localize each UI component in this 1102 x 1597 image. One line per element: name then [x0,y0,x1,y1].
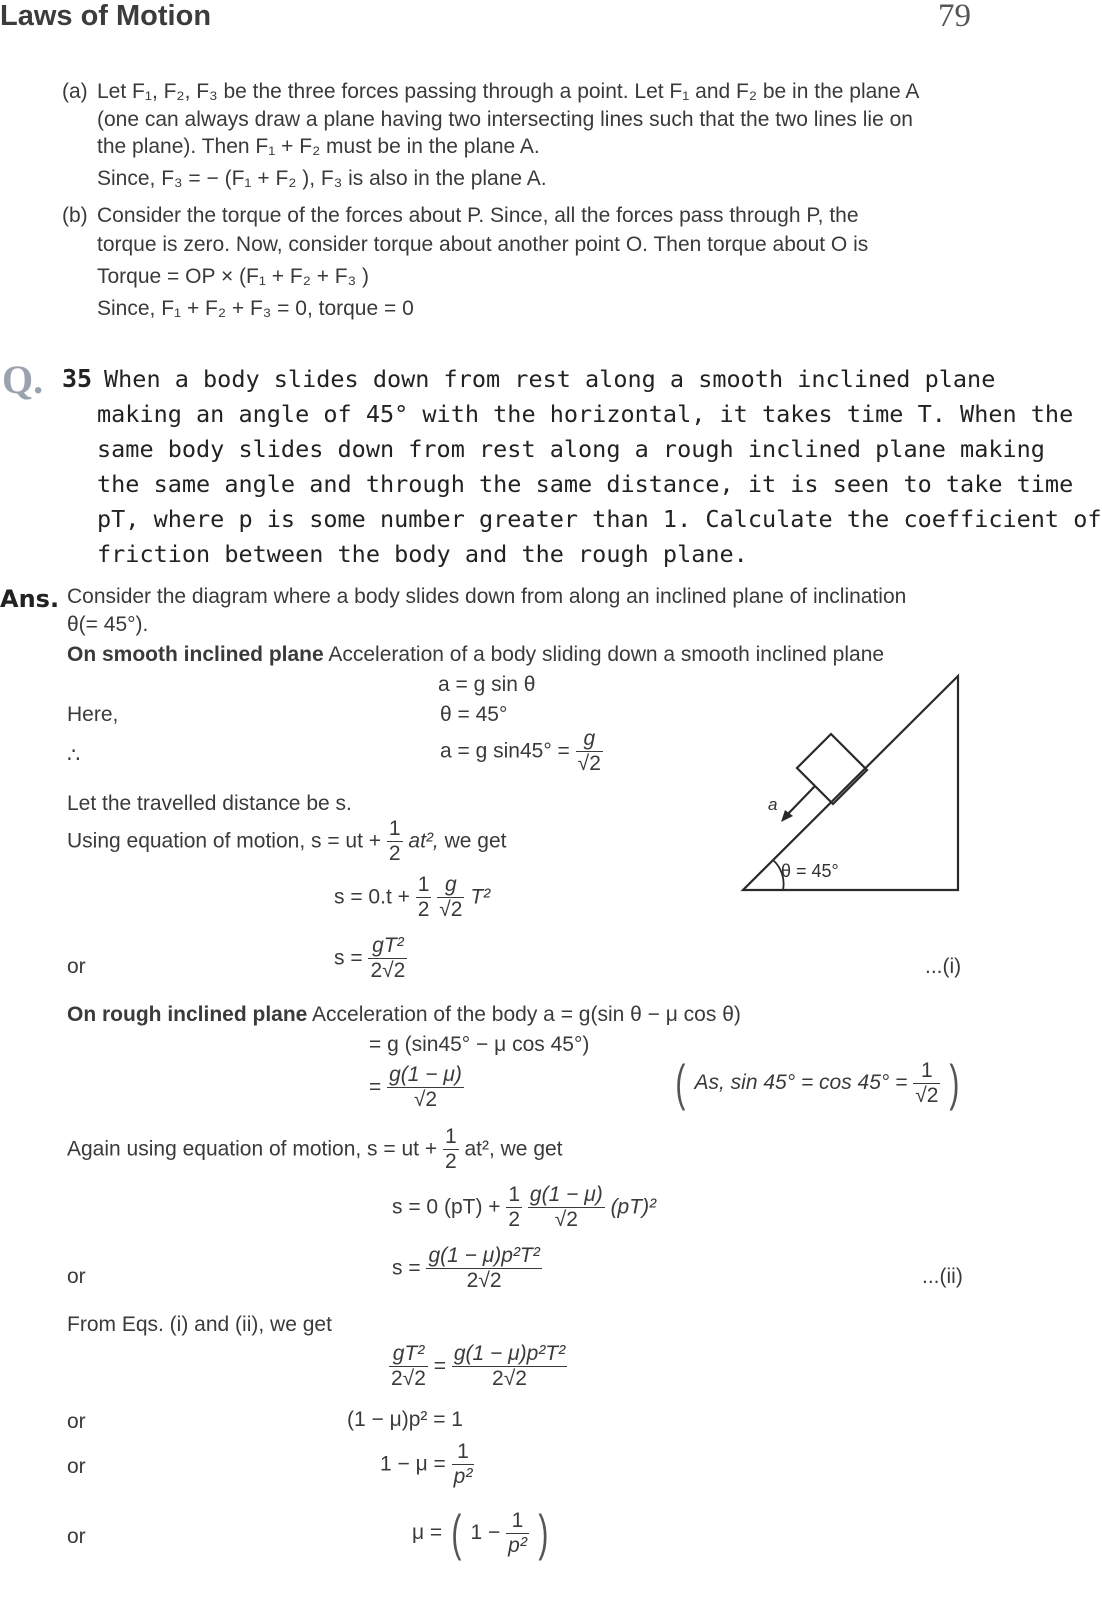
using-eq-left: Using equation of motion, s = ut + [67,829,382,853]
fraction-numerator: g [445,873,457,896]
answer-mark: Ans. [0,585,60,613]
fraction-numerator: g(1 − μ) [389,1063,462,1086]
part-a-line3: the plane). Then F₁ + F₂ must be in the plane A. [97,135,540,158]
answer-intro-2: θ(= 45°). [67,613,149,636]
fraction-numerator: g(1 − μ)p²T² [428,1244,540,1267]
rough-heading: On rough inclined plane [67,1003,308,1026]
part-a-line1: Let F₁, F₂, F₃ be the three forces passing through a point. Let F₁ and F₂ be in the plane A [97,80,920,103]
question-line-2: making an angle of 45° with the horizontal, it takes time T. When the [97,400,1074,428]
part-b-line1: Consider the torque of the forces about P. Since, all the forces pass through P, the [97,204,859,227]
fraction-gT2-over-2root2 [389,1342,428,1391]
s-equals: s = [334,946,363,970]
right-paren: ) [538,1505,549,1561]
fraction-denominator: 2 [444,1150,457,1173]
or-label-3: or [67,1410,86,1433]
fraction-numerator: 1 [457,1440,469,1463]
eq-a-g-sin-theta: a = g sin θ [438,673,536,696]
fraction-denominator: 2 [388,842,401,865]
at-squared: at², [408,829,439,853]
fraction-denominator: 2√2 [426,1268,541,1293]
eq-s-gT2 [334,934,407,983]
question-line-4: the same angle and through the same distance, it is seen to take time [97,470,1074,498]
or-label-1: or [67,955,86,978]
fraction-denominator: 2√2 [370,959,406,982]
fraction-one-half [443,1125,459,1174]
fraction-numerator: 1 [511,1508,524,1532]
eq-a-sin45-left: a = g sin45° = [440,739,570,763]
eq-1-minus-mu [380,1440,474,1489]
at2-we-get: at², we get [464,1137,563,1161]
part-b-label: (b) [62,204,88,227]
fraction-one-over-p2 [506,1509,529,1558]
part-b-line4: Since, F₁ + F₂ + F₃ = 0, torque = 0 [97,297,414,320]
eq-a-sin45 [440,727,603,776]
fraction-numerator: 1 [508,1183,521,1206]
eq-mu-final [412,1505,551,1561]
fraction-numerator: g(1 − μ)p²T² [453,1342,566,1365]
fraction-denominator: √2 [439,898,463,921]
eq-s-zero-left: s = 0.t + [334,885,410,909]
fraction-numerator: 1 [388,817,401,840]
rough-eq-fraction [369,1063,464,1112]
rough-text: Acceleration of the body a = g(sin θ − μ cos θ) [312,1003,741,1026]
fraction-denominator: √2 [915,1083,939,1107]
equation-label-i: ...(i) [925,955,962,978]
fraction-numerator: gT² [392,1342,425,1365]
acceleration-label: a [768,795,778,814]
fraction-g-over-root2 [576,727,603,776]
part-b-line2: torque is zero. Now, consider torque about another point O. Then torque about O is [97,233,869,256]
fraction-denominator: √2 [577,752,601,775]
fraction-numerator: gT² [372,934,404,957]
fraction-denominator: 2√2 [391,1367,426,1390]
fraction-denominator: 2 [508,1208,521,1231]
page-number: 79 [938,0,971,34]
or-label-2: or [67,1265,86,1288]
one-minus: 1 − [470,1521,501,1544]
fraction-one-half [387,817,403,866]
fraction-one-half [506,1183,522,1232]
question-line-1: When a body slides down from rest along a smooth inclined plane [104,365,996,393]
part-a-line4: Since, F₃ = − (F₁ + F₂ ), F₃ is also in the plane A. [97,167,547,190]
fraction-g1mu-over-root2 [387,1063,464,1112]
left-paren: ( [451,1505,462,1561]
smooth-plane-line [67,643,884,667]
fraction-denominator: √2 [528,1207,605,1232]
from-eqs-line: From Eqs. (i) and (ii), we get [67,1313,332,1336]
right-paren: ) [949,1055,960,1111]
as-note-text: As, sin 45° = cos 45° = [694,1071,908,1094]
using-eq-motion-line [67,817,506,866]
travelled-distance-line: Let the travelled distance be s. [67,792,352,815]
question-line-6: friction between the body and the rough plane. [97,540,748,568]
incline-triangle [743,676,958,890]
fraction-g1mu-p2T2-over-2root2 [426,1244,541,1293]
fraction-g1mu-over-root2 [528,1183,605,1232]
again-eq-motion-line [67,1125,563,1174]
fraction-denominator: 2 [417,898,430,921]
fraction-g1mu-p2T2-over-2root2 [452,1342,567,1391]
answer-intro-1: Consider the diagram where a body slides down from along an inclined plane of inclination [67,585,907,608]
here-label: Here, [67,703,119,726]
eq-equate [389,1342,567,1391]
again-left: Again using equation of motion, s = ut + [67,1137,438,1161]
chapter-title: Laws of Motion [0,0,212,32]
fraction-numerator: 1 [417,873,430,896]
left-paren: ( [675,1055,686,1111]
rough-plane-line [67,1003,741,1027]
fraction-one-half [416,873,432,922]
eq-s-zero-t [334,873,490,922]
fraction-denominator: √2 [387,1087,464,1112]
fraction-numerator: 1 [921,1058,933,1082]
rough-eq-sin45: = g (sin45° − μ cos 45°) [369,1033,590,1056]
eq-theta-45: θ = 45° [440,703,508,726]
fraction-numerator: 1 [444,1125,457,1148]
smooth-text: Acceleration of a body sliding down a smooth inclined plane [328,643,885,666]
question-line-3: same body slides down from rest along a rough inclined plane making [97,435,1045,463]
eq-s-0-pT-left: s = 0 (pT) + [392,1195,501,1219]
question-mark: Q. [2,357,44,402]
or-label-4: or [67,1455,86,1478]
part-a-label: (a) [62,80,88,103]
mu-equals: μ = [412,1521,443,1544]
part-b-line3: Torque = OP × (F₁ + F₂ + F₃ ) [97,265,369,288]
eq-1-minus-mu-left: 1 − μ = [380,1452,446,1476]
s-equals: s = [392,1256,421,1280]
part-a-line2: (one can always draw a plane having two intersecting lines such that the two lines lie on [97,108,913,131]
inclined-plane-diagram [735,668,970,898]
eq-s-0-pT [392,1183,656,1232]
fraction-one-over-p2 [452,1440,475,1489]
pT-squared: (pT)² [610,1195,657,1219]
fraction-gT2-over-2root2 [368,934,407,983]
fraction-denominator: p² [508,1533,527,1557]
fraction-one-over-root2 [913,1059,940,1108]
eq-s-g1mu-p2T2 [392,1244,542,1293]
or-label-5: or [67,1525,86,1548]
fraction-numerator: g [583,727,596,750]
fraction-g-over-root2 [437,873,464,922]
eq-1-mu-p2: (1 − μ)p² = 1 [347,1408,463,1431]
question-number: 35 [62,364,93,393]
fraction-numerator: g(1 − μ) [529,1183,603,1206]
smooth-heading: On smooth inclined plane [67,643,324,666]
therefore-symbol: ∴ [67,744,81,767]
equation-label-ii: ...(ii) [922,1265,963,1288]
fraction-denominator: p² [453,1465,473,1488]
equals-sign: = [433,1354,446,1378]
acceleration-arrow-shaft [785,786,815,817]
question-line-5: pT, where p is some number greater than 1. Calculate the coefficient of [97,505,1102,533]
equals-sign: = [369,1075,382,1099]
fraction-denominator: 2√2 [452,1366,567,1391]
we-get: we get [444,829,507,853]
angle-label: θ = 45° [781,861,839,881]
as-note [672,1055,963,1111]
t-squared: T² [470,885,491,909]
